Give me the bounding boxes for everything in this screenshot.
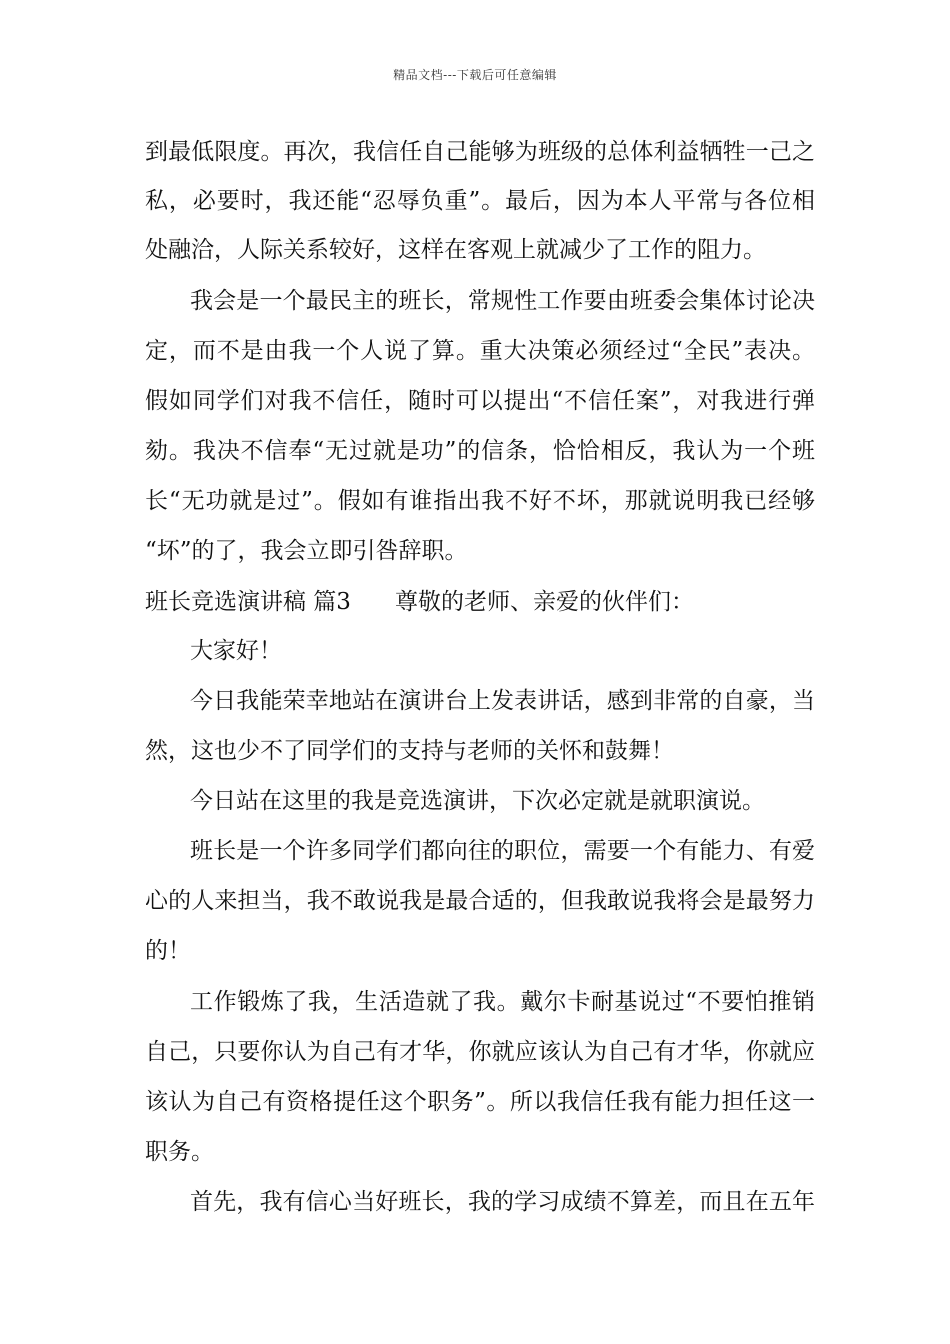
text-line: 然，这也少不了同学们的支持与老师的关怀和鼓舞！ [145,738,674,764]
text-line: 定，而不是由我一个人说了算。重大决策必须经过“全民”表决。 [145,338,815,364]
section-heading-line [145,588,815,616]
text-line: 劾。我决不信奉“无过就是功”的信条，恰恰相反，我认为一个班 [145,438,815,464]
section-title: 班长竞选演讲稿 篇3 [145,589,351,615]
text-line: 假如同学们对我不信任，随时可以提出“不信任案”，对我进行弹 [145,388,815,414]
text-line: 自己，只要你认为自己有才华，你就应该认为自己有才华，你就应 [145,1039,815,1065]
greeting-line: 大家好！ [190,638,282,664]
text-line: 职务。 [145,1139,214,1165]
text-line: 处融洽，人际关系较好，这样在客观上就减少了工作的阻力。 [145,237,766,263]
text-line: 私，必要时，我还能“忍辱负重”。最后，因为本人平常与各位相 [145,188,815,214]
text-line: 到最低限度。再次，我信任自己能够为班级的总体利益牺牲一己之 [145,139,815,165]
text-line: 的！ [145,938,191,964]
text-line: 我会是一个最民主的班长，常规性工作要由班委会集体讨论决 [190,288,815,314]
text-line: 该认为自己有资格提任这个职务”。所以我信任我有能力担任这一 [145,1089,815,1115]
text-line: 首先，我有信心当好班长，我的学习成绩不算差，而且在五年 [190,1189,815,1215]
text-line: “坏”的了，我会立即引咎辞职。 [145,538,468,564]
text-line: 今日我能荣幸地站在演讲台上发表讲话，感到非常的自豪，当 [190,688,815,714]
text-line: 班长是一个许多同学们都向往的职位，需要一个有能力、有爱 [190,838,815,864]
page-header: 精品文档---下载后可任意编辑 [393,68,557,82]
text-line: 心的人来担当，我不敢说我是最合适的，但我敢说我将会是最努力 [145,888,815,914]
salutation: 尊敬的老师、亲爱的伙伴们： [394,589,694,615]
text-line: 长“无功就是过”。假如有谁指出我不好不坏，那就说明我已经够 [145,488,815,514]
text-line: 工作锻炼了我，生活造就了我。戴尔卡耐基说过“不要怕推销 [190,989,815,1015]
text-line: 今日站在这里的我是竞选演讲，下次必定就是就职演说。 [190,788,765,814]
